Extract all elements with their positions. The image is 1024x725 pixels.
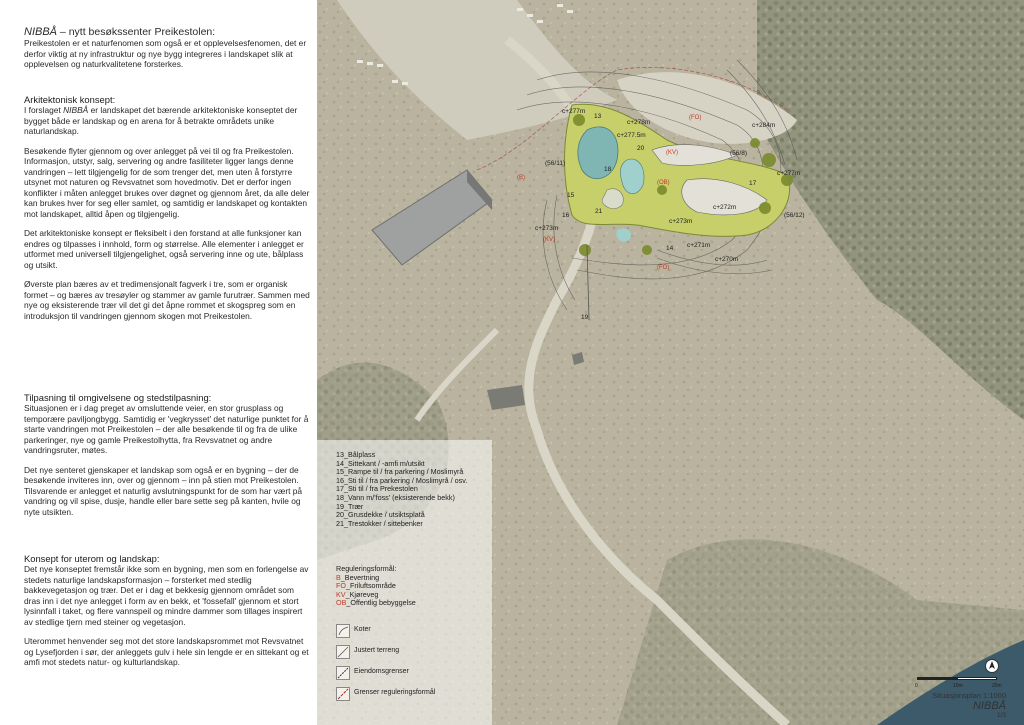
- paragraph: I forslaget NIBBÅ er landskapet det bærende arkitektoniske konseptet der bygget både er landskap og en arena for å betrakte områdets unike naturlandskap.: [24, 105, 298, 136]
- scale-tick: 20m: [992, 683, 1002, 689]
- gradient-label: (56/12): [784, 212, 805, 219]
- project-subtitle: – nytt besøkssenter Preikestolen:: [57, 26, 216, 38]
- regulation-item: B_Bevertning: [336, 572, 380, 582]
- legend-item: 17_Sti til / fra Prekestolen: [336, 484, 418, 494]
- gradient-label: (56/11): [545, 160, 566, 167]
- contour-symbol-icon: [336, 624, 350, 638]
- elevation-label: c+277m: [777, 170, 801, 177]
- zoning-label: (FO): [689, 115, 702, 121]
- elevation-label: c+273m: [535, 225, 559, 232]
- number-label: 18: [604, 166, 612, 173]
- elevation-label: c+277.5m: [617, 132, 646, 139]
- project-name: NIBBÅ: [24, 26, 58, 38]
- plan-caption: Situasjonsplan 1:1000: [932, 691, 1006, 700]
- project-title: [24, 26, 312, 38]
- number-label: 21: [595, 208, 603, 215]
- north-arrow-icon: [985, 659, 999, 673]
- elevation-label: c+271m: [687, 242, 711, 249]
- legend-item: 13_Bålplass: [336, 450, 376, 459]
- paragraph: Det nye senteret gjenskaper et landskap som også er en bygning – der de besøkende inviteres inn, over og gjennom – inn på stien mot Preikestolen. Tilsvarende er anlegget et naturlig avslutningspunkt for de som har vært på vandring og vil spise, dusje, handle eller bare sette seg på kanten, hvile og nyte utsikten.: [24, 464, 303, 517]
- number-label: 15: [567, 192, 575, 199]
- elevation-label: c+272m: [713, 204, 737, 211]
- scale-tick: 10m: [953, 683, 963, 689]
- regulation-item: FO_Friluftsområde: [336, 581, 396, 591]
- property-boundary-symbol-icon: [336, 666, 350, 680]
- project-brand: NIBBÅ: [972, 700, 1006, 712]
- number-label: 19: [581, 314, 589, 321]
- paragraph: Det arkitektoniske konsept er fleksibelt i den forstand at alle funksjoner kan endres og tilpasses i innhold, form og størrelse. Alle elementer i anlegget er utformet med universell tilgjengelighet, også servering inne og ute, bålplass og utsikt.: [24, 228, 304, 270]
- paragraph: Øverste plan bæres av et tredimensjonalt fagverk i tre, som er organisk formet – og bæres av tresøyler og stammer av gamle furutrær. Sammen med nye og eksisterende trær vil det gi det åpne rommet et skogspreg som en introduksjon til vandringen gjennom skogen mot Preikestolen.: [24, 279, 310, 321]
- zoning-label: (FO): [657, 265, 670, 271]
- elevation-label: c+270m: [715, 256, 739, 263]
- number-label: 16: [562, 212, 570, 219]
- zoning-label: (B): [517, 175, 525, 181]
- description-panel: [0, 0, 317, 725]
- adjusted-terrain-symbol-icon: [336, 645, 350, 659]
- sheet-footer: [932, 691, 1006, 719]
- aerial-photo: [317, 0, 1024, 725]
- architecture-section: [24, 94, 312, 330]
- number-label: 17: [749, 180, 757, 187]
- elevation-label: c+278m: [627, 119, 651, 126]
- elevation-label: c+277m: [562, 108, 586, 115]
- paragraph: Det nye konseptet fremstår ikke som en bygning, men som en forlengelse av stedets naturlige landskapsformasjon – forsterket med stedlig bakkevegetasjon og trær. Det er i dag et bekkesig gjennom området som dras inn i det nye anlegget i form av en bekk, et 'fossefall' gjennom et stort lysinnfall i taket, og flere vannspeil og mindre dammer som tillages inspirert av stedlige tjern med steiner og vegetasjon.: [24, 564, 309, 627]
- zoning-boundary-symbol-icon: [336, 687, 350, 701]
- number-label: 13: [594, 113, 602, 120]
- gradient-label: (56/8): [730, 150, 747, 157]
- section-heading: Arkitektonisk konsept:: [24, 94, 116, 105]
- number-label: 14: [666, 245, 674, 252]
- section-heading: Konsept for uterom og landskap:: [24, 553, 160, 564]
- legend-item: 16_Sti til / fra parkering / Moslimyrå / osv.: [336, 475, 468, 485]
- legend-item: 14_Sittekant / -amfi m/utsikt: [336, 458, 425, 468]
- site-plan-map[interactable]: 13 14 15 16 17 18 19 20 21 c+277m c+278m c+277.5m c+284m c+277m c+273m c+272m c+271m c+270m c+273m (56/11) (56/8) (56/12) (FO) (KV) (OB) (B) (KV) (FO) 13_Bålplass 14_Sittekant / -amfi m/utsikt 15_Rampe til / fra parkering / Moslimyrå 16_Sti til / fra parkering / Moslimyrå / osv. 17_Sti til / fra Prekestolen 18_Vann m/'foss' (eksisterende bekk) 19_Trær 20_Grusdekke / utsiktsplatå 21_Trestokker / sittebenker Reguleringsformål: B_Bevertning FO_Friluftsområde KV_Kjøreveg OB_Offentlig bebyggelse Koter Justert terreng Eiendomsgrenser Grenser reguleringsformål 0 10m 20m Situasjonsplan 1:1000 NIBBÅ 1/3: [317, 0, 1024, 725]
- paragraph: Uterommet henvender seg mot det store landskapsrommet mot Revsvatnet og Lysefjorden i sør, der anleggets gulv i hele sin lengde er en sittekant og et amfi mot stedets natur- og kulturlandskap.: [24, 636, 309, 667]
- legend-item: 20_Grusdekke / utsiktsplatå: [336, 510, 425, 520]
- regulation-legend: [336, 565, 416, 608]
- legend-list: [336, 451, 467, 528]
- scale-tick: 0: [915, 683, 918, 689]
- zoning-label: (KV): [666, 150, 678, 156]
- regulation-item: OB_Offentlig bebyggelse: [336, 598, 416, 608]
- legend-item: 21_Trestokker / sittebenker: [336, 518, 423, 528]
- legend-item: 18_Vann m/'foss' (eksisterende bekk): [336, 492, 455, 502]
- regulation-item: KV_Kjøreveg: [336, 589, 379, 599]
- regulation-heading: Reguleringsformål:: [336, 564, 397, 573]
- zoning-label: (KV): [543, 237, 555, 243]
- paragraph: Situasjonen er i dag preget av omsluttende veier, en stor grusplass og temporære paviljongbygg. Samtidig er 'vegkrysset' det naturlige punktet for å starte vandringen mot Preikestolen – der alle besøkende til og fra de ulike parkeringer, nye og gamle Preikestolhytta, fra Revsvatnet og andre vandringsruter, møtes.: [24, 403, 309, 455]
- legend-item: 15_Rampe til / fra parkering / Moslimyrå: [336, 467, 464, 477]
- elevation-label: c+273m: [669, 218, 693, 225]
- elevation-label: c+284m: [752, 122, 776, 129]
- sheet-number: 1/3: [996, 712, 1006, 719]
- adaptation-section: [24, 392, 312, 526]
- intro-paragraph: Preikestolen er et naturfenomen som også er et opplevelsesfenomen, det er derfor viktig at ny infrastruktur og nye bygg integreres i landskapet slik at opplevelsen og naturkvalitetene forsterkes.: [24, 38, 307, 69]
- paragraph: Besøkende flyter gjennom og over anlegget på vei til og fra Preikestolen. Informasjon, utstyr, salg, servering og andre fasiliteter ligger langs denne vandringen – lett tilgjengelig for de som trenger det, men uten å forstyrre utsynet mot naturen og Revsvatnet som hovedmotiv. Det er derfor ingen konflikter i måten anlegget brukes over døgnet og gjennom året, da alle deler kan brukes hver for seg eller samlet, og samtidig er landskapet og kontakten mot landskapet, alltid åpen og tilgjengelig.: [24, 145, 310, 219]
- landscape-section: [24, 553, 312, 677]
- section-heading: Tilpasning til omgivelsene og stedstilpasning:: [24, 392, 212, 403]
- legend-item: 19_Trær: [336, 501, 364, 511]
- number-label: 20: [637, 145, 645, 152]
- intro-section: [24, 26, 312, 79]
- zoning-label: (OB): [657, 180, 670, 186]
